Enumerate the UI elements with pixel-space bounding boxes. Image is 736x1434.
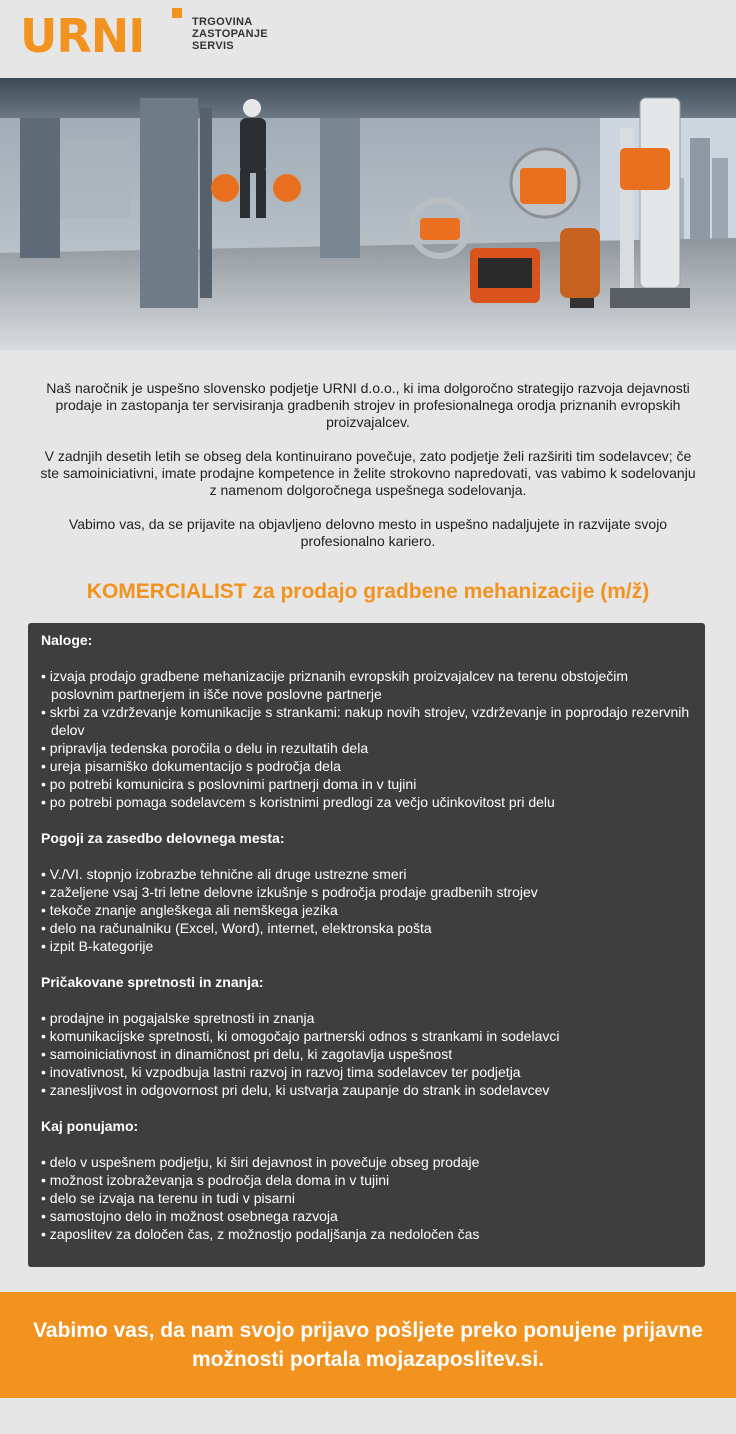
list-item: • po potrebi komunicira s poslovnimi partnerji doma in v tujini xyxy=(41,775,691,793)
list-item: • prodajne in pogajalske spretnosti in znanja xyxy=(41,1009,691,1027)
section-spretnosti xyxy=(41,973,691,1117)
list-item: • skrbi za vzdrževanje komunikacije s strankami: nakup novih strojev, vzdrževanje in poprodajo rezervnih delov xyxy=(41,703,691,739)
section-ponujamo xyxy=(41,1117,691,1243)
list-item: • delo na računalniku (Excel, Word), internet, elektronska pošta xyxy=(41,919,691,937)
section-list xyxy=(41,1009,691,1099)
list-item: • tekoče znanje angleškega ali nemškega jezika xyxy=(41,901,691,919)
section-list xyxy=(41,1153,691,1243)
urni-logo[interactable] xyxy=(20,9,145,63)
section-list xyxy=(41,865,691,955)
intro-paragraph: Vabimo vas, da se prijavite na objavljeno delovno mesto in uspešno nadaljujete in razvijate svojo profesionalno kariero. xyxy=(68,516,668,549)
list-item: • možnost izobraževanja s področja dela doma in v tujini xyxy=(41,1171,691,1189)
logo-text: URNI xyxy=(20,9,145,63)
list-item: • izvaja prodajo gradbene mehanizacije priznanih evropskih proizvajalcev na terenu obstoječim poslovnim partnerjem in išče nove poslovne partnerje xyxy=(41,667,691,703)
list-item: • zaželjene vsaj 3-tri letne delovne izkušnje s področja prodaje gradbenih strojev xyxy=(41,883,691,901)
job-details-panel xyxy=(28,623,705,1267)
intro-paragraph: Naš naročnik je uspešno slovensko podjetje URNI d.o.o., ki ima dolgoročno strategijo razvoja dejavnosti prodaje in zastopanja ter servisiranja gradbenih strojev in profesionalnega orodja priznanih evropskih proizvajalcev. xyxy=(46,380,690,430)
tagline-line: ZASTOPANJE xyxy=(192,28,268,40)
intro-text xyxy=(40,380,696,567)
section-title: Naloge: xyxy=(41,632,93,648)
tagline-line: SERVIS xyxy=(192,40,234,52)
list-item: • delo v uspešnem podjetju, ki širi dejavnost in povečuje obseg prodaje xyxy=(41,1153,691,1171)
apply-banner-text: Vabimo vas, da nam svojo prijavo pošljete preko ponujene prijavne možnosti portala mojazaposlitev.si. xyxy=(33,1319,703,1371)
section-title: Pričakovane spretnosti in znanja: xyxy=(41,974,264,990)
section-pogoji xyxy=(41,829,691,973)
list-item: • V./VI. stopnjo izobrazbe tehnične ali druge ustrezne smeri xyxy=(41,865,691,883)
list-item: • samoiniciativnost in dinamičnost pri delu, ki zagotavlja uspešnost xyxy=(41,1045,691,1063)
logo-tagline xyxy=(192,16,268,52)
list-item: • komunikacijske spretnosti, ki omogočajo partnerski odnos s strankami in sodelavci xyxy=(41,1027,691,1045)
list-item: • ureja pisarniško dokumentacijo s področja dela xyxy=(41,757,691,775)
apply-banner[interactable] xyxy=(0,1292,736,1398)
list-item: • inovativnost, ki vzpodbuja lastni razvoj in razvoj tima sodelavcev ter podjetja xyxy=(41,1063,691,1081)
section-list xyxy=(41,667,691,811)
section-title: Pogoji za zasedbo delovnega mesta: xyxy=(41,830,285,846)
list-item: • zaposlitev za določen čas, z možnostjo podaljšanja za nedoločen čas xyxy=(41,1225,691,1243)
intro-paragraph: V zadnjih desetih letih se obseg dela kontinuirano povečuje, zato podjetje želi razširiti tim sodelavcev; če ste samoiniciativni, imate prodajne kompetence in želite strokovno napredovati, vas vabimo k sodelovanju z namenom dolgoročnega uspešnega sodelovanja. xyxy=(40,448,696,498)
hero-image xyxy=(0,78,736,350)
list-item: • samostojno delo in možnost osebnega razvoja xyxy=(41,1207,691,1225)
section-title: Kaj ponujamo: xyxy=(41,1118,139,1134)
list-item: • pripravlja tedenska poročila o delu in rezultatih dela xyxy=(41,739,691,757)
section-naloge xyxy=(41,631,691,829)
logo-accent-icon xyxy=(172,8,182,18)
header xyxy=(0,0,736,78)
list-item: • delo se izvaja na terenu in tudi v pisarni xyxy=(41,1189,691,1207)
tagline-line: TRGOVINA xyxy=(192,16,253,28)
job-title: KOMERCIALIST za prodajo gradbene mehanizacije (m/ž) xyxy=(86,580,650,603)
list-item: • izpit B-kategorije xyxy=(41,937,691,955)
list-item: • zanesljivost in odgovornost pri delu, ki ustvarja zaupanje do strank in sodelavcev xyxy=(41,1081,691,1099)
list-item: • po potrebi pomaga sodelavcem s koristnimi predlogi za večjo učinkovitost pri delu xyxy=(41,793,691,811)
